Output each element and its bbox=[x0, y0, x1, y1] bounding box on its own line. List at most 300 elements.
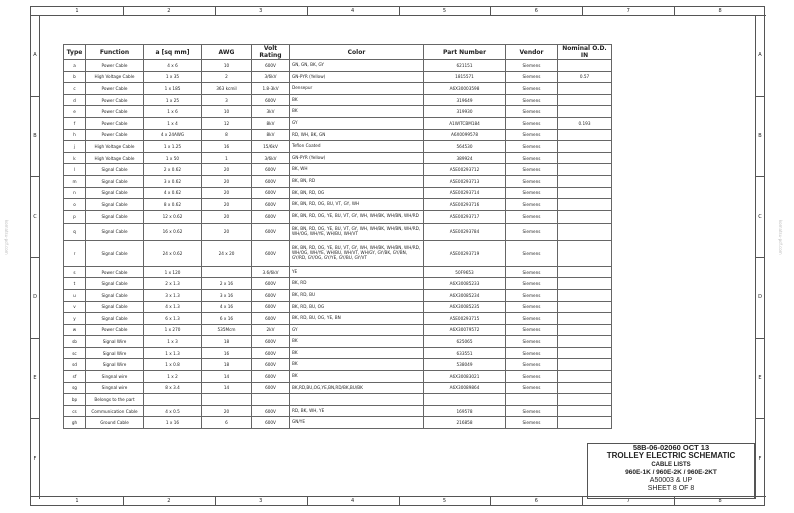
cell-color: BK, BN, RD bbox=[290, 175, 424, 187]
cell-volt-rating: 600V bbox=[252, 313, 290, 325]
cell-color: BK, RD bbox=[290, 278, 424, 290]
ruler-tick bbox=[756, 418, 764, 419]
cell-part-number: 538049 bbox=[424, 359, 506, 371]
cell-nominal-od bbox=[558, 240, 612, 266]
cell-awg: 20 bbox=[202, 187, 252, 199]
cell-area bbox=[144, 394, 202, 406]
table-row bbox=[64, 394, 612, 406]
cell-volt-rating: 600V bbox=[252, 240, 290, 266]
cell-type: b bbox=[64, 71, 86, 83]
ruler-row-label: B bbox=[33, 133, 37, 139]
cell-type: r bbox=[64, 240, 86, 266]
table-header-row bbox=[64, 45, 612, 60]
cell-vendor: Siemens bbox=[506, 359, 558, 371]
ruler-row-label: F bbox=[758, 455, 762, 462]
ruler-row-label: D bbox=[33, 294, 37, 301]
ruler-column-label: 2 bbox=[167, 498, 171, 504]
cell-type: t bbox=[64, 278, 86, 290]
cell-type: w bbox=[64, 324, 86, 336]
cell-part-number: A1WITCBM184 bbox=[424, 117, 506, 129]
cell-function: Power Cable bbox=[86, 266, 144, 278]
cell-function: Signal Wire bbox=[86, 336, 144, 348]
cell-function: Signal Cable bbox=[86, 301, 144, 313]
table-row bbox=[64, 405, 612, 417]
cell-area: 1 x 2 bbox=[144, 371, 202, 383]
ruler-row-label: A bbox=[33, 52, 37, 59]
ruler-column-label: 7 bbox=[626, 498, 630, 504]
cell-area: 3 x 1.3 bbox=[144, 289, 202, 301]
cell-vendor: Siemens bbox=[506, 141, 558, 153]
cell-awg: 12 bbox=[202, 117, 252, 129]
table-row bbox=[64, 152, 612, 164]
cell-area: 4 x 0.62 bbox=[144, 187, 202, 199]
cell-part-number: A5E00293784 bbox=[424, 223, 506, 240]
drawing-code: 58B-06-02060 OCT 13 bbox=[632, 443, 710, 452]
cell-volt-rating: 600V bbox=[252, 405, 290, 417]
cell-function: High Voltage Cable bbox=[86, 152, 144, 164]
cell-type: h bbox=[64, 129, 86, 141]
ruler-column-label: 3 bbox=[259, 498, 263, 504]
cell-part-number: A6X30089864 bbox=[424, 382, 506, 394]
cell-part-number: 389924 bbox=[424, 152, 506, 164]
cell-nominal-od bbox=[558, 223, 612, 240]
cell-vendor: Siemens bbox=[506, 60, 558, 72]
cell-volt-rating: 2kV bbox=[252, 324, 290, 336]
cell-vendor: Siemens bbox=[506, 117, 558, 129]
cell-vendor: Siemens bbox=[506, 152, 558, 164]
cell-function: Power Cable bbox=[86, 83, 144, 95]
cell-awg: 10 bbox=[202, 106, 252, 118]
cell-awg: 20 bbox=[202, 210, 252, 223]
cell-area: 24 x 0.62 bbox=[144, 240, 202, 266]
cell-color: RD, WH, BK, GN bbox=[290, 129, 424, 141]
cell-vendor: Siemens bbox=[506, 71, 558, 83]
cell-part-number bbox=[424, 394, 506, 406]
table-row bbox=[64, 313, 612, 325]
ruler-tick bbox=[399, 497, 400, 505]
table-row bbox=[64, 266, 612, 278]
cell-awg: 14 bbox=[202, 371, 252, 383]
table-row bbox=[64, 83, 612, 95]
cell-color: BK, BN, RD, OG, BU, VT, GY, WH bbox=[290, 199, 424, 211]
serial-range: A50003 & UP bbox=[649, 477, 693, 485]
table-row bbox=[64, 417, 612, 429]
watermark-left: komatsu-pdf.com bbox=[4, 220, 9, 255]
cell-awg: 24 x 20 bbox=[202, 240, 252, 266]
table-row bbox=[64, 347, 612, 359]
cell-type: m bbox=[64, 175, 86, 187]
cell-nominal-od bbox=[558, 382, 612, 394]
cell-vendor: Siemens bbox=[506, 347, 558, 359]
cell-color: BK, BN, RD, OG bbox=[290, 187, 424, 199]
ruler-column-label: 1 bbox=[75, 8, 79, 14]
table-row bbox=[64, 324, 612, 336]
cell-type: bp bbox=[64, 394, 86, 406]
ruler-tick bbox=[31, 257, 39, 258]
ruler-column-label: 8 bbox=[718, 498, 722, 504]
cell-awg: 20 bbox=[202, 175, 252, 187]
cell-type: c bbox=[64, 83, 86, 95]
cell-volt-rating bbox=[252, 394, 290, 406]
cell-color: BK, RD, BU bbox=[290, 289, 424, 301]
cell-type: gh bbox=[64, 417, 86, 429]
cell-area: 12 x 0.62 bbox=[144, 210, 202, 223]
ruler-row-label: E bbox=[758, 375, 762, 381]
cell-function: Power Cable bbox=[86, 60, 144, 72]
cell-color: GN-PYR (Yellow) bbox=[290, 71, 424, 83]
title-block bbox=[587, 443, 755, 499]
ruler-row-label: E bbox=[33, 375, 37, 381]
ruler-row-label: F bbox=[33, 455, 37, 462]
cell-function: Singnal wire bbox=[86, 382, 144, 394]
cell-volt-rating: 600V bbox=[252, 359, 290, 371]
ruler-tick bbox=[307, 7, 308, 15]
cell-nominal-od bbox=[558, 129, 612, 141]
cell-volt-rating: 3/6kV bbox=[252, 152, 290, 164]
cell-volt-rating: 600V bbox=[252, 336, 290, 348]
cell-function: Signal Wire bbox=[86, 359, 144, 371]
cell-color: BK, BN, RD, OG, YE, BU, VT, GY, WH, WH/BK, WH/BN, WH/RD, WH/OG, WH/YE, WH/BU, WH/VT bbox=[290, 223, 424, 240]
cell-vendor: Siemens bbox=[506, 405, 558, 417]
cell-function: Signal Cable bbox=[86, 175, 144, 187]
ruler-column-label: 7 bbox=[626, 8, 630, 14]
cell-vendor: Siemens bbox=[506, 210, 558, 223]
cell-area: 1 x 35 bbox=[144, 71, 202, 83]
cell-awg: 1 bbox=[202, 152, 252, 164]
ruler-column-label: 4 bbox=[350, 8, 355, 14]
cell-function: Belongs to the part bbox=[86, 394, 144, 406]
drawing-subtitle: CABLE LISTS bbox=[651, 461, 691, 468]
cell-volt-rating: 600V bbox=[252, 223, 290, 240]
model-list: 960E-1K / 960E-2K / 960E-2KT bbox=[625, 468, 717, 476]
cell-area: 4 x 1.3 bbox=[144, 301, 202, 313]
cell-type: o bbox=[64, 199, 86, 211]
cell-nominal-od bbox=[558, 417, 612, 429]
ruler-tick bbox=[215, 497, 216, 505]
cell-vendor: Siemens bbox=[506, 223, 558, 240]
ruler-tick bbox=[399, 7, 400, 15]
cell-vendor bbox=[506, 394, 558, 406]
cell-part-number: A6X30085233 bbox=[424, 278, 506, 290]
cell-type: u bbox=[64, 289, 86, 301]
cell-part-number: 1815571 bbox=[424, 71, 506, 83]
cell-type: d bbox=[64, 94, 86, 106]
cell-part-number: A5E00293716 bbox=[424, 199, 506, 211]
cell-awg: 6 x 16 bbox=[202, 313, 252, 325]
cell-color: Densepur bbox=[290, 83, 424, 95]
cell-part-number: A6X30083021 bbox=[424, 371, 506, 383]
cell-area: 1 x 185 bbox=[144, 83, 202, 95]
cell-awg: 4 x 16 bbox=[202, 301, 252, 313]
cell-vendor: Siemens bbox=[506, 313, 558, 325]
cell-area: 1 x 120 bbox=[144, 266, 202, 278]
cell-vendor: Siemens bbox=[506, 336, 558, 348]
cell-type: l bbox=[64, 164, 86, 176]
cell-volt-rating: 600V bbox=[252, 164, 290, 176]
cell-awg: 3 bbox=[202, 94, 252, 106]
column-header-awg: AWG bbox=[202, 45, 252, 60]
cell-vendor: Siemens bbox=[506, 83, 558, 95]
cell-vendor: Siemens bbox=[506, 175, 558, 187]
cell-volt-rating: 600V bbox=[252, 347, 290, 359]
cell-area: 1 x 0.8 bbox=[144, 359, 202, 371]
table-row bbox=[64, 175, 612, 187]
cell-awg: 2 x 16 bbox=[202, 278, 252, 290]
cell-area: 8 x 0.62 bbox=[144, 199, 202, 211]
cell-nominal-od bbox=[558, 60, 612, 72]
table-row bbox=[64, 278, 612, 290]
cell-awg: 2 bbox=[202, 71, 252, 83]
table-row bbox=[64, 289, 612, 301]
cell-nominal-od: 0.57 bbox=[558, 71, 612, 83]
table-row bbox=[64, 60, 612, 72]
ruler-row-label: D bbox=[758, 294, 762, 301]
cell-nominal-od bbox=[558, 313, 612, 325]
cell-volt-rating: 600V bbox=[252, 175, 290, 187]
cell-type: f bbox=[64, 117, 86, 129]
cell-volt-rating: 600V bbox=[252, 278, 290, 290]
table-row bbox=[64, 199, 612, 211]
cell-awg: 18 bbox=[202, 359, 252, 371]
ruler-tick bbox=[31, 418, 39, 419]
cell-part-number: 621151 bbox=[424, 60, 506, 72]
ruler-column-label: 6 bbox=[534, 8, 538, 14]
table-row bbox=[64, 382, 612, 394]
cell-nominal-od bbox=[558, 164, 612, 176]
ruler-tick bbox=[31, 96, 39, 97]
cell-part-number: 625065 bbox=[424, 336, 506, 348]
cell-type: y bbox=[64, 313, 86, 325]
cell-part-number: A6X30085235 bbox=[424, 301, 506, 313]
cell-function: High Voltage Cable bbox=[86, 141, 144, 153]
watermark-right: komatsu-pdf.com bbox=[778, 220, 783, 255]
column-header-volt-rating: Volt Rating bbox=[252, 45, 290, 60]
cell-part-number: A6X0099578 bbox=[424, 129, 506, 141]
cell-awg: 16 bbox=[202, 141, 252, 153]
cell-part-number: 216858 bbox=[424, 417, 506, 429]
cable-list-table bbox=[63, 44, 612, 429]
table-row bbox=[64, 301, 612, 313]
cell-area: 1 x 1.25 bbox=[144, 141, 202, 153]
cell-color: BK bbox=[290, 347, 424, 359]
cell-part-number: A5E00293714 bbox=[424, 187, 506, 199]
cell-area: 1 x 6 bbox=[144, 106, 202, 118]
column-header-color: Color bbox=[290, 45, 424, 60]
top-column-ruler bbox=[31, 7, 766, 16]
cell-nominal-od bbox=[558, 405, 612, 417]
column-header-area: a [sq mm] bbox=[144, 45, 202, 60]
ruler-tick bbox=[31, 338, 39, 339]
cell-awg: 20 bbox=[202, 223, 252, 240]
ruler-column-label: 3 bbox=[259, 8, 263, 14]
cell-function: Signal Cable bbox=[86, 199, 144, 211]
cell-vendor: Siemens bbox=[506, 324, 558, 336]
cell-area: 1 x 16 bbox=[144, 417, 202, 429]
cell-volt-rating: 3.6/6kV bbox=[252, 266, 290, 278]
column-header-part-number: Part Number bbox=[424, 45, 506, 60]
cell-nominal-od bbox=[558, 175, 612, 187]
cell-volt-rating: 600V bbox=[252, 301, 290, 313]
cell-volt-rating: 8kV bbox=[252, 117, 290, 129]
cell-nominal-od: 0.193 bbox=[558, 117, 612, 129]
ruler-tick bbox=[123, 7, 124, 15]
cell-nominal-od bbox=[558, 394, 612, 406]
cell-volt-rating: 600V bbox=[252, 199, 290, 211]
ruler-column-label: 1 bbox=[75, 498, 79, 504]
cell-awg: 20 bbox=[202, 164, 252, 176]
cell-color: BK bbox=[290, 106, 424, 118]
cell-type: s bbox=[64, 266, 86, 278]
left-row-ruler bbox=[31, 15, 40, 499]
cell-type: n bbox=[64, 187, 86, 199]
cell-nominal-od bbox=[558, 199, 612, 211]
cell-type: sf bbox=[64, 371, 86, 383]
cell-volt-rating: 600V bbox=[252, 210, 290, 223]
cell-color: BK, BN, RD, OG, YE, BU, VT, GY, WH, WH/BK, WH/BN, WH/RD bbox=[290, 210, 424, 223]
ruler-column-label: 2 bbox=[167, 8, 171, 14]
cell-area: 1 x 50 bbox=[144, 152, 202, 164]
cell-part-number: A5E00293713 bbox=[424, 175, 506, 187]
cell-type: v bbox=[64, 301, 86, 313]
cell-color: GY bbox=[290, 117, 424, 129]
cell-nominal-od bbox=[558, 152, 612, 164]
drawing-title: TROLLEY ELECTRIC SCHEMATIC bbox=[606, 451, 736, 461]
sheet-number: SHEET 8 OF 8 bbox=[647, 485, 695, 493]
cell-color: BK bbox=[290, 94, 424, 106]
cell-vendor: Siemens bbox=[506, 106, 558, 118]
cell-part-number: 169578 bbox=[424, 405, 506, 417]
cell-awg: 14 bbox=[202, 382, 252, 394]
cell-color: BK bbox=[290, 359, 424, 371]
cell-function: Power Cable bbox=[86, 324, 144, 336]
ruler-row-label: C bbox=[33, 213, 37, 220]
cell-awg: 10 bbox=[202, 60, 252, 72]
cell-type: q bbox=[64, 223, 86, 240]
cell-function: Singnal wire bbox=[86, 371, 144, 383]
table-row bbox=[64, 129, 612, 141]
cell-color: YE bbox=[290, 266, 424, 278]
cell-part-number: A6X30079572 bbox=[424, 324, 506, 336]
cell-vendor: Siemens bbox=[506, 301, 558, 313]
cell-color: BK bbox=[290, 371, 424, 383]
cell-function: Signal Cable bbox=[86, 313, 144, 325]
ruler-tick bbox=[756, 176, 764, 177]
cell-area: 16 x 0.62 bbox=[144, 223, 202, 240]
ruler-tick bbox=[582, 7, 583, 15]
cell-area: 4 x 24AWG bbox=[144, 129, 202, 141]
ruler-tick bbox=[31, 176, 39, 177]
cell-color: BK bbox=[290, 336, 424, 348]
ruler-tick bbox=[215, 7, 216, 15]
cell-volt-rating: 600V bbox=[252, 60, 290, 72]
cell-vendor: Siemens bbox=[506, 187, 558, 199]
cell-area: 1 x 3 bbox=[144, 336, 202, 348]
cell-type: cs bbox=[64, 405, 86, 417]
table-row bbox=[64, 164, 612, 176]
cell-area: 2 x 0.62 bbox=[144, 164, 202, 176]
cell-vendor: Siemens bbox=[506, 382, 558, 394]
cell-nominal-od bbox=[558, 187, 612, 199]
cell-awg: 6 bbox=[202, 417, 252, 429]
cell-part-number: A5E00293719 bbox=[424, 240, 506, 266]
cell-area: 4 x 6 bbox=[144, 60, 202, 72]
table-row bbox=[64, 71, 612, 83]
cell-awg: 18 bbox=[202, 336, 252, 348]
cell-nominal-od bbox=[558, 106, 612, 118]
cell-volt-rating: 600V bbox=[252, 187, 290, 199]
ruler-tick bbox=[582, 497, 583, 505]
table-row bbox=[64, 117, 612, 129]
cell-part-number: A6X30003598 bbox=[424, 83, 506, 95]
cell-part-number: A5E00293712 bbox=[424, 164, 506, 176]
cell-area: 8 x 3.4 bbox=[144, 382, 202, 394]
cell-nominal-od bbox=[558, 278, 612, 290]
table-row bbox=[64, 223, 612, 240]
cell-area: 1 x 1.3 bbox=[144, 347, 202, 359]
cell-function: Power Cable bbox=[86, 94, 144, 106]
ruler-tick bbox=[307, 497, 308, 505]
column-header-function: Function bbox=[86, 45, 144, 60]
table-row bbox=[64, 187, 612, 199]
ruler-column-label: 4 bbox=[350, 498, 355, 504]
ruler-tick bbox=[756, 96, 764, 97]
ruler-tick bbox=[756, 257, 764, 258]
cell-volt-rating: 600V bbox=[252, 371, 290, 383]
cell-awg: 535Mcm bbox=[202, 324, 252, 336]
ruler-column-label: 5 bbox=[442, 498, 447, 504]
cell-awg: 20 bbox=[202, 199, 252, 211]
cell-function: Signal Cable bbox=[86, 164, 144, 176]
column-header-nominal-od: Nominal O.D. IN bbox=[558, 45, 612, 60]
cell-color: Teflon Coated bbox=[290, 141, 424, 153]
cell-color: GN-PYR (Yellow) bbox=[290, 152, 424, 164]
cell-part-number: 564530 bbox=[424, 141, 506, 153]
cell-function: Signal Cable bbox=[86, 278, 144, 290]
table-row bbox=[64, 141, 612, 153]
cell-nominal-od bbox=[558, 266, 612, 278]
cell-nominal-od bbox=[558, 371, 612, 383]
ruler-column-label: 6 bbox=[534, 498, 538, 504]
cell-vendor: Siemens bbox=[506, 266, 558, 278]
cell-color: GN, GN, BK, GY bbox=[290, 60, 424, 72]
cell-area: 2 x 1.3 bbox=[144, 278, 202, 290]
cell-vendor: Siemens bbox=[506, 240, 558, 266]
cell-area: 3 x 0.62 bbox=[144, 175, 202, 187]
cell-function: Power Cable bbox=[86, 117, 144, 129]
cell-color: BK, BN, RD, OG, YE, BU, VT, GY, WH, WH/BK, WH/BN, WH/RD, WH/OG, WH/YE, WH/BU, WH/VT, WH/GY, GY/BK, GY/BN, GY/RD, GY/OG, GY/YE, GY/BU, GY/VT bbox=[290, 240, 424, 266]
cell-color: RD, BK, WH, YE bbox=[290, 405, 424, 417]
cell-nominal-od bbox=[558, 301, 612, 313]
cell-color bbox=[290, 394, 424, 406]
cell-function: Signal Cable bbox=[86, 187, 144, 199]
cell-awg bbox=[202, 266, 252, 278]
cell-function: High Voltage Cable bbox=[86, 71, 144, 83]
cell-awg: 16 bbox=[202, 347, 252, 359]
cell-function: Power Cable bbox=[86, 106, 144, 118]
cell-nominal-od bbox=[558, 83, 612, 95]
cell-area: 1 x 270 bbox=[144, 324, 202, 336]
cell-vendor: Siemens bbox=[506, 164, 558, 176]
cell-color: GN/YE bbox=[290, 417, 424, 429]
cell-part-number: A6X30085234 bbox=[424, 289, 506, 301]
ruler-column-label: 5 bbox=[442, 8, 447, 14]
table-row bbox=[64, 210, 612, 223]
cell-color: BK,RD,BU,OG,YE,BN,RD/BK,BU/BK bbox=[290, 382, 424, 394]
cell-awg: 3 x 16 bbox=[202, 289, 252, 301]
cell-nominal-od bbox=[558, 336, 612, 348]
table-row bbox=[64, 94, 612, 106]
ruler-tick bbox=[674, 7, 675, 15]
